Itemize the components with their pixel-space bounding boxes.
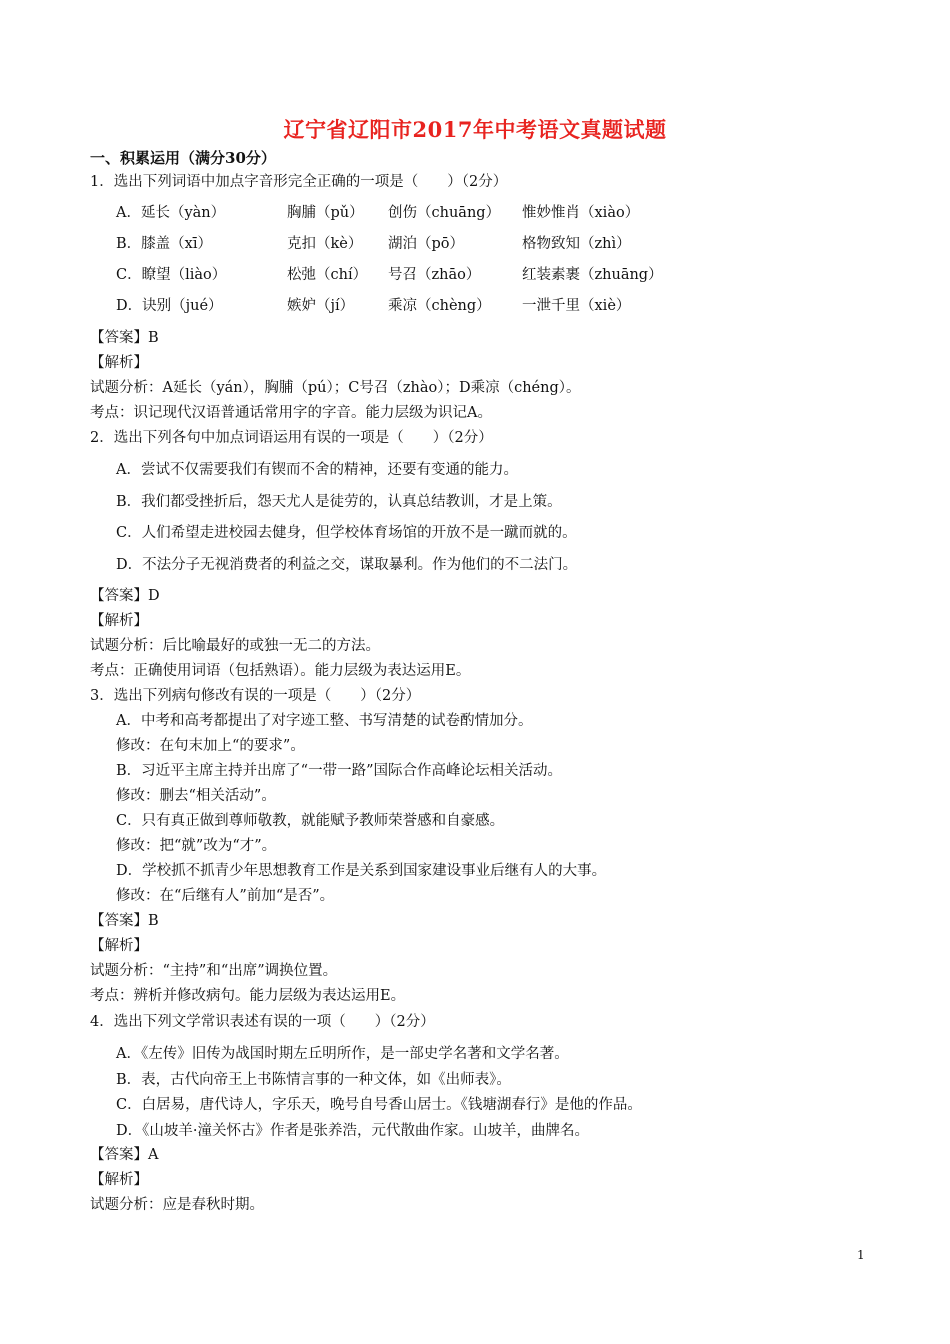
q1-option-d-4: 一泄千里（xiè）	[522, 298, 631, 314]
q1-option-c-1: C．瞭望（liào）	[116, 267, 227, 283]
q3-fix-d: 修改：在“后继有人”前加“是否”。	[116, 888, 335, 904]
q4-stem: 4．选出下列文学常识表述有误的一项（ ）（2分）	[90, 1014, 435, 1030]
q1-option-a-2: 胸脯（pǔ）	[287, 205, 364, 221]
q1-answer: 【答案】B	[90, 330, 159, 346]
section-heading: 一、积累运用（满分30分）	[90, 149, 276, 167]
q4-option-c: C．白居易，唐代诗人，字乐天，晚号自号香山居士。《钱塘湖春行》是他的作品。	[116, 1097, 642, 1113]
q3-analysis: 试题分析：“主持”和“出席”调换位置。	[90, 963, 338, 979]
q1-option-a-4: 惟妙惟肖（xiào）	[522, 205, 640, 221]
q3-option-d: D．学校抓不抓青少年思想教育工作是关系到国家建设事业后继有人的大事。	[116, 863, 607, 879]
q3-fix-a: 修改：在句末加上“的要求”。	[116, 738, 305, 754]
q3-stem: 3．选出下列病句修改有误的一项是（ ）（2分）	[90, 688, 421, 704]
q2-option-d: D．不法分子无视消费者的利益之交，谋取暴利。作为他们的不二法门。	[116, 557, 578, 573]
q1-option-c-2: 松弛（chí）	[287, 267, 368, 283]
page-title: 辽宁省辽阳市2017年中考语文真题试题	[283, 117, 667, 142]
q1-option-b-2: 克扣（kè）	[287, 236, 363, 252]
q1-option-b-4: 格物致知（zhì）	[522, 236, 631, 252]
q3-option-c: C．只有真正做到尊师敬教，就能赋予教师荣誉感和自豪感。	[116, 813, 505, 829]
q2-option-b: B．我们都受挫折后，怨天尤人是徒劳的，认真总结教训，才是上策。	[116, 494, 562, 510]
page-number: 1	[857, 1248, 865, 1262]
q1-option-d-1: D．诀别（jué）	[116, 298, 223, 314]
q3-answer: 【答案】B	[90, 913, 159, 929]
q4-option-a: A．《左传》旧传为战国时期左丘明所作，是一部史学名著和文学名著。	[116, 1046, 569, 1062]
q4-analysis: 试题分析：应是春秋时期。	[90, 1197, 264, 1213]
q4-option-b: B．表，古代向帝王上书陈情言事的一种文体，如《出师表》。	[116, 1072, 511, 1088]
q3-fix-c: 修改：把“就”改为“才”。	[116, 838, 277, 854]
q1-option-d-3: 乘凉（chèng）	[388, 298, 491, 314]
q1-option-a-3: 创伤（chuāng）	[388, 205, 501, 221]
q1-option-b-1: B．膝盖（xī）	[116, 236, 212, 252]
q2-option-a: A．尝试不仅需要我们有锲而不舍的精神，还要有变通的能力。	[116, 462, 518, 478]
q1-option-a-1: A．延长（yàn）	[116, 205, 226, 221]
q1-stem: 1．选出下列词语中加点字音形完全正确的一项是（ ）（2分）	[90, 174, 508, 190]
q3-analysis-label: 【解析】	[90, 938, 148, 954]
q1-option-b-3: 湖泊（pō）	[388, 236, 465, 252]
q2-analysis: 试题分析：后比喻最好的或独一无二的方法。	[90, 638, 380, 654]
q1-point: 考点：识记现代汉语普通话常用字的字音。能力层级为识记A。	[90, 405, 492, 421]
q1-option-c-4: 红装素裹（zhuāng）	[522, 267, 663, 283]
q3-option-b: B．习近平主席主持并出席了“一带一路”国际合作高峰论坛相关活动。	[116, 763, 562, 779]
q2-answer: 【答案】D	[90, 588, 160, 604]
q1-analysis-label: 【解析】	[90, 355, 148, 371]
q3-fix-b: 修改：删去“相关活动”。	[116, 788, 276, 804]
q3-option-a: A．中考和高考都提出了对字迹工整、书写清楚的试卷酌情加分。	[116, 713, 533, 729]
q4-option-d: D．《山坡羊·潼关怀古》作者是张养浩，元代散曲作家。山坡羊，曲牌名。	[116, 1123, 589, 1139]
q1-option-d-2: 嫉妒（jí）	[287, 298, 355, 314]
q1-option-c-3: 号召（zhāo）	[388, 267, 481, 283]
q3-point: 考点：辨析并修改病句。能力层级为表达运用E。	[90, 988, 406, 1004]
q2-stem: 2．选出下列各句中加点词语运用有误的一项是（ ）（2分）	[90, 430, 493, 446]
q4-analysis-label: 【解析】	[90, 1172, 148, 1188]
q4-answer: 【答案】A	[90, 1147, 159, 1163]
q2-analysis-label: 【解析】	[90, 613, 148, 629]
q2-option-c: C．人们希望走进校园去健身，但学校体育场馆的开放不是一蹴而就的。	[116, 525, 577, 541]
q1-analysis: 试题分析：A延长（yán），胸脯（pú）；C号召（zhào）；D乘凉（chéng）。	[90, 380, 581, 396]
q2-point: 考点：正确使用词语（包括熟语）。能力层级为表达运用E。	[90, 663, 471, 679]
